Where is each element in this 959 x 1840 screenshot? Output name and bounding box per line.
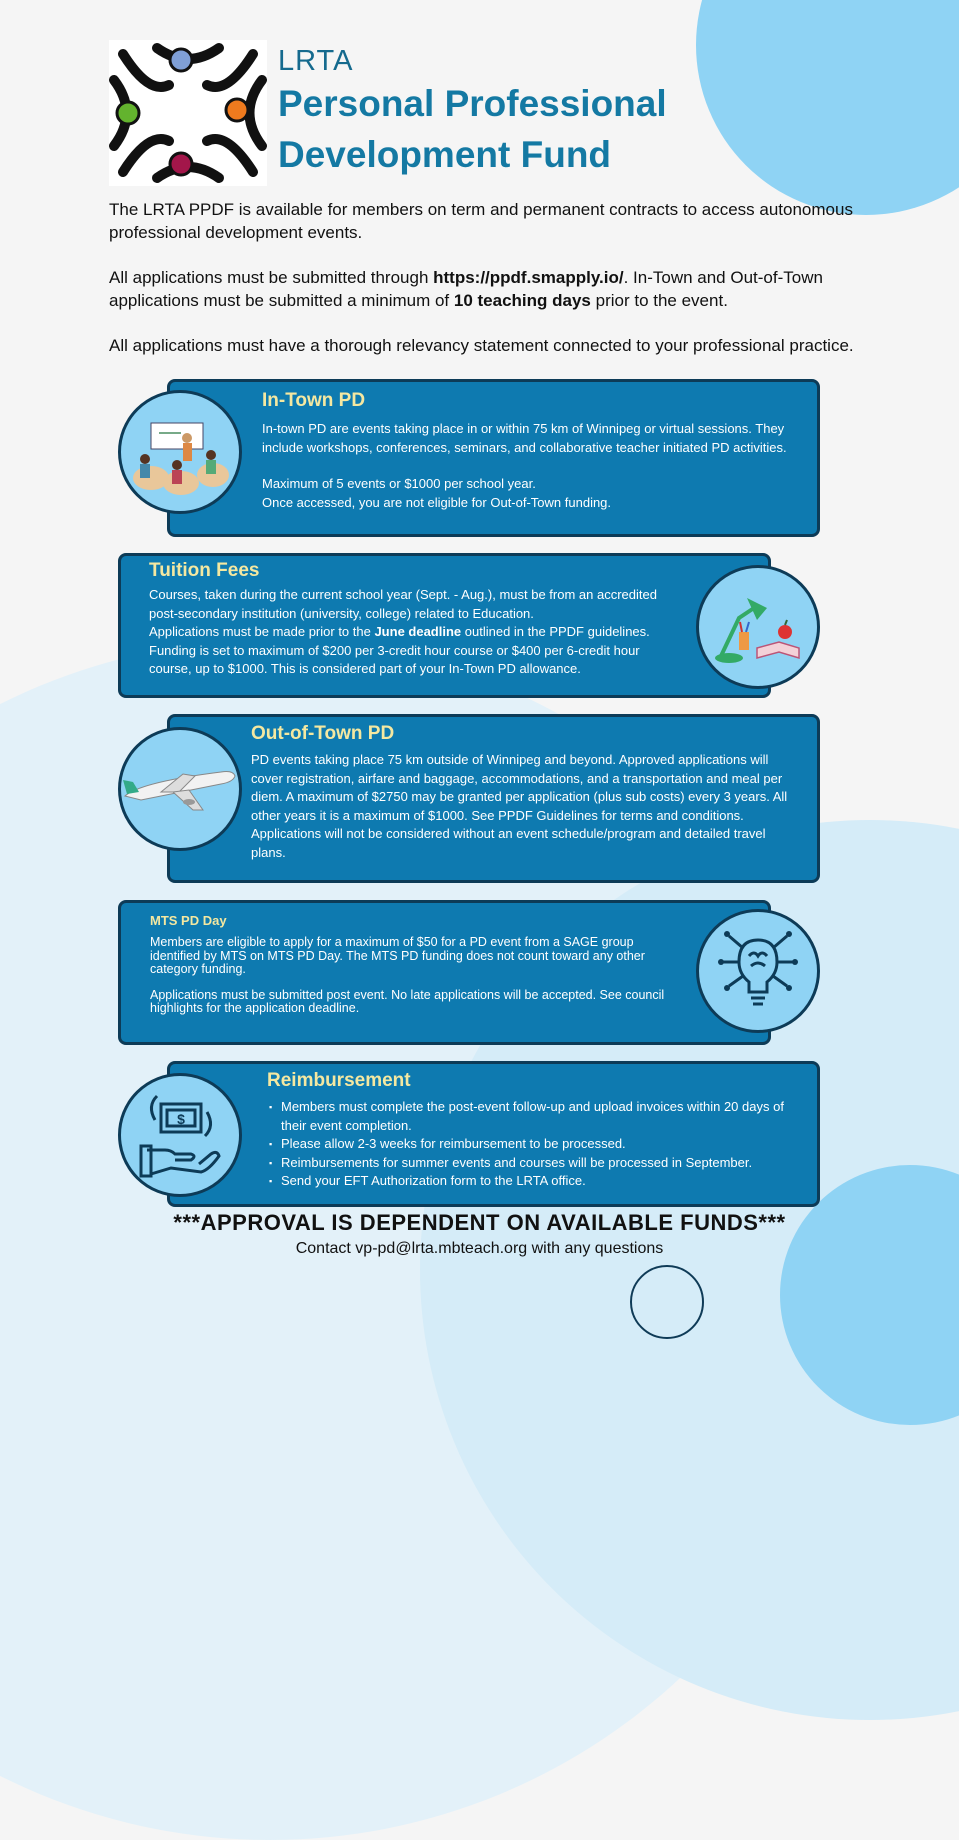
tuition-title: Tuition Fees (149, 560, 260, 581)
background-circle-outline (630, 1265, 704, 1339)
hand-money-icon (118, 1073, 242, 1197)
in-town-note: Once accessed, you are not eligible for Out-of-Town funding. (262, 494, 612, 510)
intro-text-fragment: . In-Town and Out-of-Town applications must be submitted a minimum of (109, 268, 823, 310)
out-of-town-title: Out-of-Town PD (251, 723, 395, 744)
org-name: LRTA (278, 45, 354, 77)
contact-line: Contact vp-pd@lrta.mbteach.org with any questions (295, 1240, 664, 1257)
mts-note: Applications must be submitted post event. No late applications will be accepted. See council highlights for the application deadline. (150, 987, 665, 1015)
out-of-town-card (167, 714, 820, 883)
workshop-meeting-icon (118, 390, 242, 514)
intro-text-fragment: All applications must be submitted through (109, 268, 434, 287)
mts-pd-day-card (118, 900, 771, 1045)
lrta-logo (109, 40, 267, 186)
title-line-2: Development Fund (278, 134, 612, 175)
in-town-title: In-Town PD (262, 390, 366, 411)
svg-text:$: $ (177, 1111, 185, 1127)
list-item: ▪ Please allow 2-3 weeks for reimbursement to be processed. (267, 1135, 797, 1154)
intro-text-fragment: prior to the event. (590, 291, 728, 310)
tuition-deadline (149, 623, 668, 642)
tuition-text-fragment: outlined in the PPDF guidelines. (461, 624, 650, 640)
intro-paragraph-3: All applications must have a thorough relevancy statement connected to your professional practice. (109, 336, 854, 355)
in-town-text: In-town PD are events taking place in or within 75 km of Winnipeg or virtual sessions. They include workshops, conferences, seminars, and collaborative teacher initiated PD activities. (262, 421, 787, 455)
in-town-card (167, 379, 820, 537)
intro-paragraph-2 (109, 266, 854, 312)
list-item: ▪ Members must complete the post-event follow-up and upload invoices within 20 days of their event completion. (267, 1098, 797, 1135)
june-deadline: June deadline (374, 624, 462, 640)
tuition-text-fragment: Applications must be made prior to the (149, 624, 375, 640)
out-of-town-text: PD events taking place 75 km outside of Winnipeg and beyond. Approved applications will cover registration, airfare and baggage, accommodations, and a transportation and meal per diem. A maximum of $2750 may be granted per application (plus sub costs) every 3 years. All other years it is a maximum of $1000. See PPDF Guidelines for terms and conditions. (251, 752, 788, 823)
airplane-icon (118, 727, 242, 851)
background-circle (696, 0, 959, 215)
reimbursement-list (267, 1098, 797, 1191)
list-item: ▪ Send your EFT Authorization form to the LRTA office. (267, 1172, 797, 1191)
page-title (278, 45, 667, 180)
reimbursement-card (167, 1061, 820, 1207)
lrta-people-logo-icon (109, 40, 267, 186)
title-line-1: Personal Professional (278, 83, 667, 124)
out-of-town-note: Applications will not be considered without an event schedule/program and detailed travel plans. (251, 826, 766, 860)
intro-text (109, 198, 854, 379)
mts-text: Members are eligible to apply for a maximum of $50 for a PD event from a SAGE group identified by MTS on MTS PD Day. The MTS PD funding does not count toward any other category funding. (150, 935, 645, 976)
intro-paragraph-1: The LRTA PPDF is available for members on term and permanent contracts to access autonomous professional development events. (109, 200, 853, 242)
desk-lamp-books-icon (696, 565, 820, 689)
in-town-max: Maximum of 5 events or $1000 per school year. (262, 476, 536, 492)
reimbursement-title: Reimbursement (267, 1070, 411, 1091)
tuition-text: Courses, taken during the current school year (Sept. - Aug.), must be from an accredited post-secondary institution (university, college) related to Education. (149, 587, 657, 621)
teaching-days: 10 teaching days (453, 291, 591, 310)
approval-notice: ***APPROVAL IS DEPENDENT ON AVAILABLE FUNDS*** (173, 1210, 786, 1235)
tuition-funding: Funding is set to maximum of $200 per 3-credit hour course or $400 per 6-credit hour course, up to $1000. This is considered part of your In-Town PD allowance. (149, 642, 640, 677)
application-link[interactable]: https://ppdf.smapply.io/ (433, 268, 624, 287)
tuition-card (118, 553, 771, 698)
list-item: ▪ Reimbursements for summer events and courses will be processed in September. (267, 1154, 797, 1173)
brain-lightbulb-icon (696, 909, 820, 1033)
mts-pd-day-title: MTS PD Day (150, 913, 227, 928)
